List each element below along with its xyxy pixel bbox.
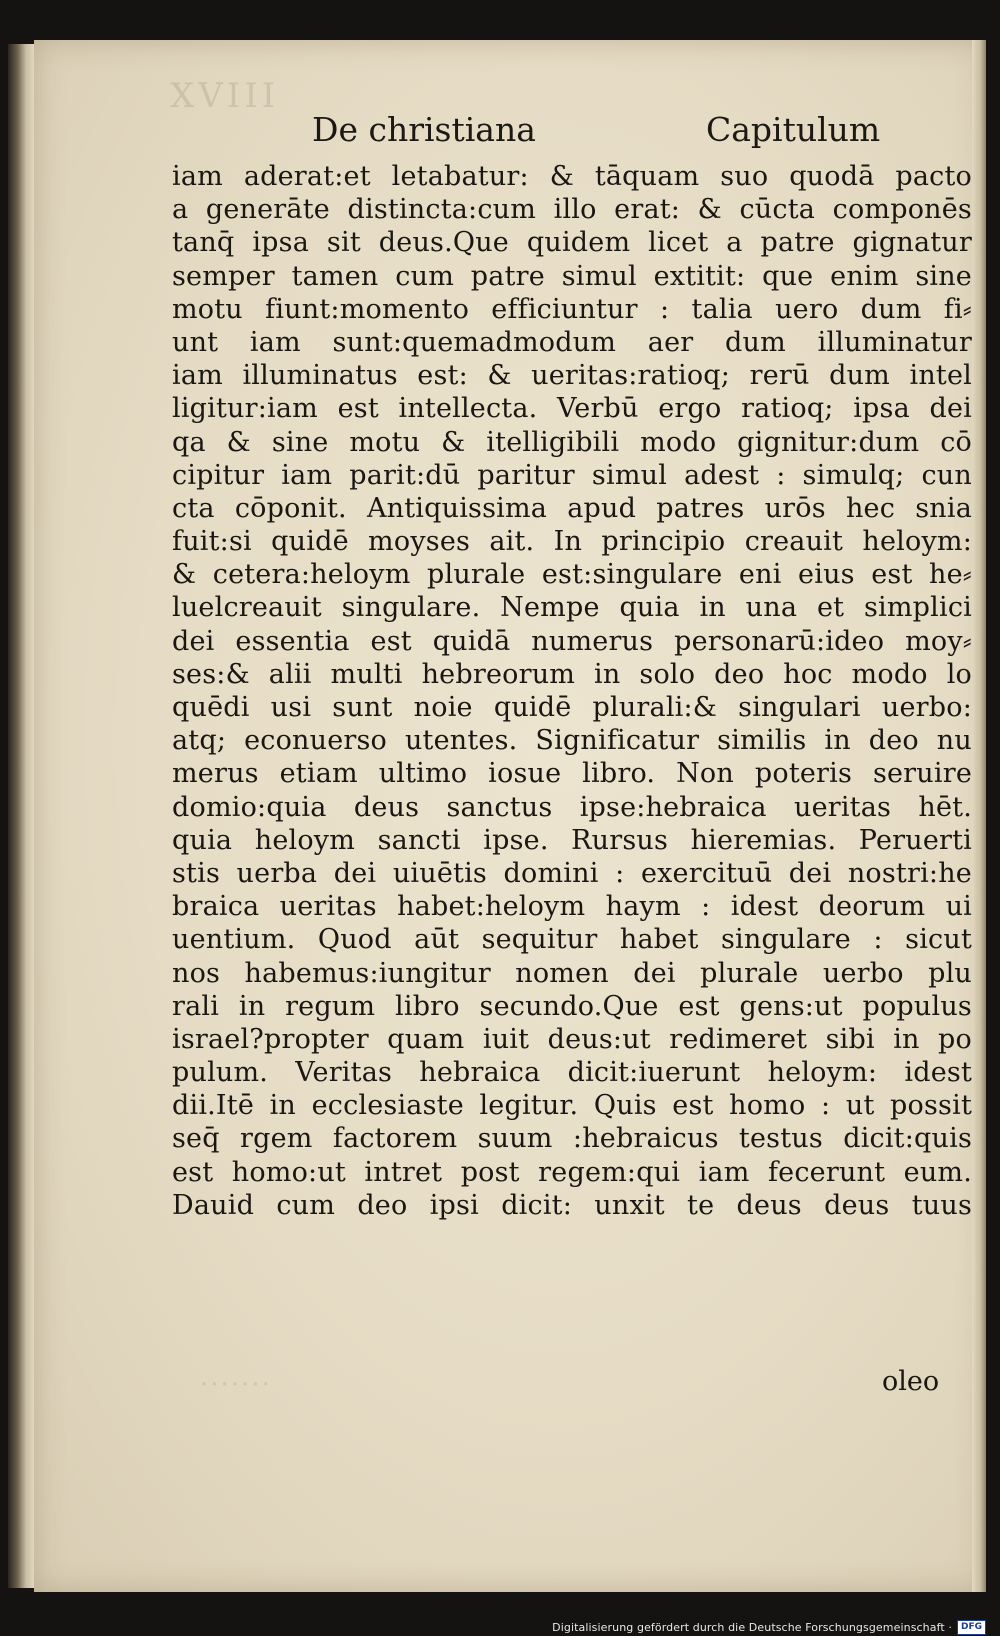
text-line: braica ueritas habet:heloym haym : idest deorum ui [172,891,972,923]
text-line: pulum. Veritas hebraica dicit:iuerunt heloym: idest [172,1057,972,1089]
text-line: cta cōponit. Antiquissima apud patres urōs hec snia [172,492,972,524]
text-line: stis uerba dei uiuētis domini : exercituū dei nostri:he [172,857,972,889]
text-line: rali in regum libro secundo.Que est gens:ut populus [172,990,972,1022]
text-line: motu fiunt:momento efficiuntur : talia uero dum fi⸗ [172,293,972,325]
text-line: luelcreauit singulare. Nempe quia in una et simplici [172,592,972,624]
text-line: nos habemus:iungitur nomen dei plurale uerbo plu [172,957,972,989]
text-line: quēdi usi sunt noie quidē plurali:& singulari uerbo: [172,692,972,723]
text-line: qa & sine motu & itelligibili modo gignitur:dum cō [172,426,972,458]
catchword: oleo [882,1366,940,1397]
text-line: atq; econuerso utentes. Significatur similis in deo nu [172,725,972,757]
text-line: a generāte distincta:cum illo erat: & cūcta componēs [172,194,972,226]
text-line: & cetera:heloym plurale est:singulare eni eius est he⸗ [172,559,972,591]
text-line: quia heloym sancti ipse. Rursus hieremias. Peruerti [172,824,972,856]
text-line: ses:& alii multi hebreorum in solo deo hoc modo lo [172,658,972,690]
text-line: dei essentia est quidā numerus personarū:ideo moy⸗ [172,625,972,657]
credit-text: Digitalisierung gefördert durch die Deutsche Forschungsgemeinschaft · [552,1620,952,1634]
text-line: iam aderat:et letabatur: & tāquam suo quodā pacto [172,161,972,192]
digitization-credit [552,1619,986,1635]
text-line: ligitur:iam est intellecta. Verbū ergo ratioq; ipsa dei [172,393,972,425]
text-line: iam illuminatus est: & ueritas:ratioq; rerū dum intel [172,360,972,392]
text-line: Dauid cum deo ipsi dicit: unxit te deus deus tuus [172,1189,972,1221]
text-line: fuit:si quidē moyses ait. In principio creauit heloym: [172,526,972,558]
text-line: est homo:ut intret post regem:qui iam fecerunt eum. [172,1156,972,1188]
show-through-mark-bottom: ······· [200,1370,272,1400]
body-text [172,160,972,1222]
text-line: uentium. Quod aūt sequitur habet singulare : sicut [172,924,972,956]
running-head-title: De christiana [312,110,536,149]
text-line: merus etiam ultimo iosue libro. Non poteris seruire [172,758,972,790]
text-line: unt iam sunt:quemadmodum aer dum illuminatur [172,326,972,358]
text-line: semper tamen cum patre simul extitit: que enim sine [172,260,972,292]
text-line: dii.Itē in ecclesiaste legitur. Quis est homo : ut possit [172,1090,972,1122]
text-line: tanq̄ ipsa sit deus.Que quidem licet a patre gignatur [172,227,972,259]
page-edge [972,40,986,1592]
dfg-logo: DFG [957,1620,986,1635]
text-line: israel?propter quam iuit deus:ut redimeret sibi in po [172,1023,972,1055]
show-through-mark: XVIII [170,76,280,116]
text-line: domio:quia deus sanctus ipse:hebraica ueritas hēt. [172,791,972,823]
text-line: cipitur iam parit:dū paritur simul adest : simulq; cun [172,459,972,491]
running-head-chapter: Capitulum [706,110,881,149]
text-line: seq̄ rgem factorem suum :hebraicus testus dicit:quis [172,1123,972,1155]
book-binding [8,44,34,1588]
